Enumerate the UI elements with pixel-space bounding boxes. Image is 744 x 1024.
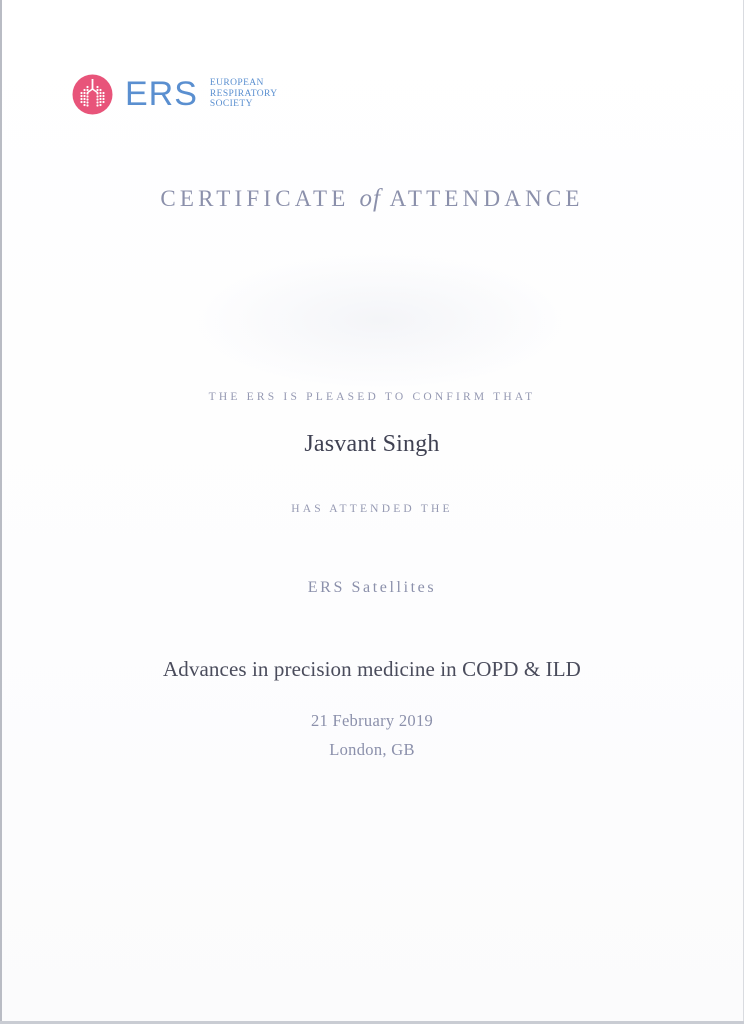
event-title: Advances in precision medicine in COPD & ILD [163, 657, 581, 681]
confirm-text: THE ERS IS PLEASED TO CONFIRM THAT [208, 391, 536, 403]
logo-abbreviation: ERS [125, 75, 198, 113]
title-suffix: ATTENDANCE [389, 186, 584, 211]
faint-watermark [190, 250, 570, 390]
lungs-logo-icon [72, 74, 113, 115]
logo-name-line-2: RESPIRATORY [209, 88, 278, 99]
recipient-name: Jasvant Singh [304, 431, 440, 457]
event-type: ERS Satellites [307, 579, 437, 596]
title-connector: of [359, 185, 381, 212]
logo-name-line-1: EUROPEAN [209, 78, 264, 89]
attended-text: HAS ATTENDED THE [291, 503, 453, 515]
logo-full-name [210, 78, 278, 110]
title-prefix: CERTIFICATE [160, 186, 350, 211]
event-location: London, GB [329, 740, 415, 759]
certificate-title [0, 185, 744, 213]
ers-logo [72, 73, 278, 115]
logo-name-line-3: SOCIETY [209, 99, 253, 110]
event-date: 21 February 2019 [310, 711, 434, 730]
